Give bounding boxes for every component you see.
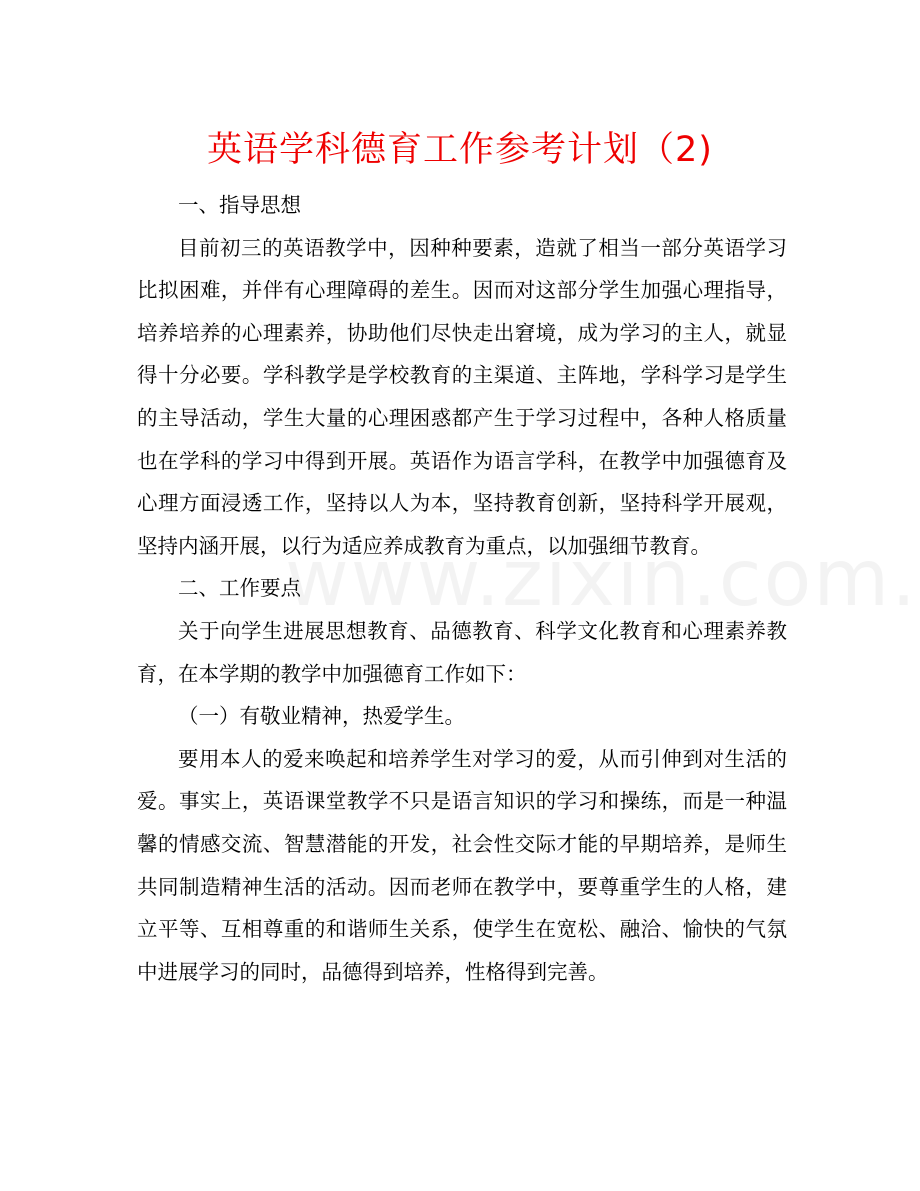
section-heading-guiding-ideology: 一、指导思想 — [178, 193, 301, 217]
paragraph-guiding-ideology: 目前初三的英语教学中，因种种要素，造就了相当一部分英语学习比拟困难，并伴有心理障碍的差生。因而对这部分学生加强心理指导，培养培养的心理素养，协助他们尽快走出窘境，成为学习的主人，就显得十分必要。学科教学是学校教育的主渠道、主阵地，学科学习是学生的主导活动，学生大量的心理困惑都产生于学习过程中，各种人格质量也在学科的学习中得到开展。英语作为语言学科，在教学中加强德育及心理方面浸透工作，坚持以人为本，坚持教育创新，坚持科学开展观，坚持内涵开展，以行为适应养成教育为重点，以加强细节教育。 — [137, 235, 787, 558]
document-title: 英语学科德育工作参考计划（2) — [207, 130, 713, 170]
document-body — [137, 184, 787, 993]
subheading-dedication: （一）有敬业精神，热爱学生。 — [178, 704, 465, 729]
paragraph-dedication: 要用本人的爱来唤起和培养学生对学习的爱，从而引伸到对生活的爱。事实上，英语课堂教学不只是语言知识的学习和操练，而是一种温馨的情感交流、智慧潜能的开发，社会性交际才能的早期培养，是师生共同制造精神生活的活动。因而老师在教学中，要尊重学生的人格，建立平等、互相尊重的和谐师生关系，使学生在宽松、融洽、愉快的气氛中进展学习的同时，品德得到培养，性格得到完善。 — [137, 746, 787, 984]
paragraph-work-points-intro: 关于向学生进展思想教育、品德教育、科学文化教育和心理素养教育，在本学期的教学中加强德育工作如下： — [137, 618, 787, 686]
section-heading-work-points: 二、工作要点 — [178, 576, 301, 601]
